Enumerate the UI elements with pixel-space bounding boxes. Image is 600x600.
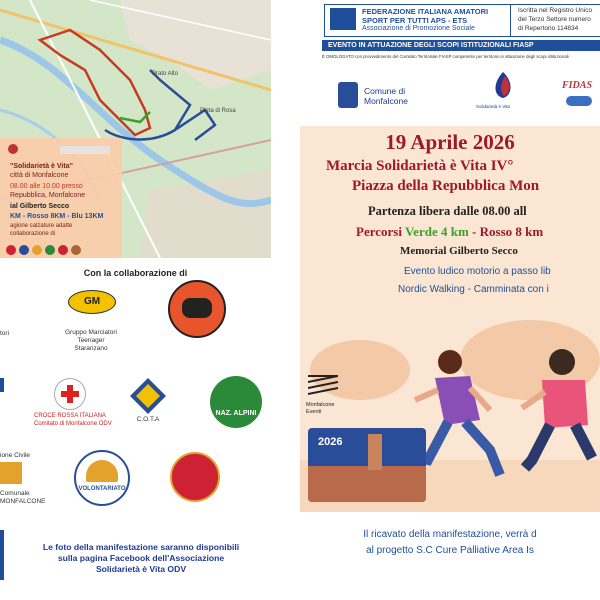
nordic-walking: Nordic Walking - Camminata con i	[398, 284, 549, 295]
comune-crest-icon	[338, 82, 358, 108]
fiasp-line-1: FEDERAZIONE ITALIANA AMATORI	[362, 7, 489, 16]
fiasp-line-3: Associazione di Promozione Sociale	[362, 25, 475, 32]
cota-logo	[128, 376, 168, 416]
proceeds-line-1: Il ricavato della manifestazione, verrà d	[363, 529, 537, 540]
event-name: Marcia Solidarietà è Vita IV°	[326, 158, 514, 174]
civic-badge-logo	[170, 452, 220, 502]
event-description: Evento ludico motorio a passo lib	[404, 266, 551, 277]
volontariato-logo: VOLONTARIATO	[74, 450, 130, 506]
card-line-4: Repubblica, Monfalcone	[10, 192, 86, 199]
card-line-2: città di Monfalcone	[10, 172, 69, 179]
card-line-6: KM - Rosso 8KM - Blu 13KM	[10, 213, 104, 220]
omologato-text: È OMOLOGATO con provvedimento del Comitato Territoriale FIASP competente per territorio in attuazione degli scopi istituzionali	[322, 54, 569, 59]
fidas-logo: FIDAS	[562, 80, 598, 110]
routes-line	[356, 224, 543, 240]
card-logo-row	[6, 242, 116, 252]
comunale-caption: Comunale MONFALCONE	[0, 490, 46, 505]
card-line-3: 08.00 alle 10.00 presso	[10, 183, 83, 190]
staranzano-bucks-logo	[168, 280, 226, 338]
reg-line-1: Iscritta nel Registro Unico	[518, 7, 593, 14]
map-label-1: Prato Alto	[152, 71, 179, 77]
year-card	[308, 428, 426, 502]
monfalcone-eventi-label: Monfalcone Eventi	[306, 402, 335, 415]
red-cross-logo	[54, 378, 86, 410]
collaboration-title: Con la collaborazione di	[83, 268, 188, 278]
start-time: Partenza libera dalle 08.00 all	[368, 204, 527, 218]
monfalcone-eventi-logo	[308, 372, 338, 398]
map-label-2: Pieta di Rosa	[200, 108, 236, 114]
memorial: Memorial Gilberto Secco	[400, 245, 518, 257]
fiasp-line-2: SPORT PER TUTTI APS - ETS	[362, 16, 468, 25]
right-panel	[300, 0, 600, 512]
route-map	[0, 0, 271, 258]
card-line-8: collaborazione di	[10, 231, 56, 237]
route-green: Verde 4 km	[404, 224, 469, 239]
footer-line-3: Solidarietà è Vita ODV	[95, 564, 187, 574]
left-panel	[0, 0, 271, 600]
card-line-1: "Solidarietà è Vita"	[10, 163, 73, 170]
route-sep: -	[468, 224, 480, 239]
heart-icon	[8, 144, 18, 154]
org-caption-gm: Gruppo Marciatori Teenager Staranzano	[64, 329, 118, 352]
red-cross-caption: CROCE ROSSA ITALIANA Comitato di Monfalcone ODV	[34, 413, 112, 427]
route-info-card	[0, 138, 122, 258]
fiasp-header	[300, 0, 600, 66]
event-date: 19 Aprile 2026	[385, 130, 515, 154]
route-red: Rosso 8 km	[479, 224, 544, 239]
sponsor-logo	[60, 146, 110, 154]
solidarieta-caption: Solidarietà è Vita	[476, 104, 510, 109]
reg-line-2: del Terzo Settore numero	[518, 16, 591, 23]
partial-left-edge	[0, 530, 4, 580]
year-card-year: 2026	[318, 436, 343, 448]
partial-logo-left	[0, 378, 4, 392]
protezione-civile-logo	[0, 462, 22, 484]
solidarieta-flame-logo	[490, 70, 516, 100]
gm-teenager-logo: GM	[68, 290, 116, 314]
bucks-mascot-icon	[182, 298, 212, 318]
comune-name: Comune di Monfalcone	[364, 86, 408, 106]
event-location: Piazza della Repubblica Mon	[352, 178, 540, 194]
card-line-5: ial Gilberto Secco	[10, 203, 70, 210]
photos-footer	[10, 542, 271, 575]
org-caption-0: tori	[0, 330, 10, 337]
routes-prefix: Percorsi	[356, 224, 405, 239]
card-line-7: agione calzature adatte	[10, 223, 73, 229]
fiasp-logo	[330, 8, 356, 30]
alpini-logo: NAZ. ALPINI	[210, 376, 262, 428]
footer-line-2: sulla pagina Facebook dell'Associazione	[57, 553, 225, 563]
fiasp-event-bar: EVENTO IN ATTUAZIONE DEGLI SCOPI ISTITUZIONALI FIASP	[322, 40, 600, 51]
reg-line-3: di Repertorio 114834	[518, 25, 579, 32]
header-divider	[510, 4, 511, 37]
cota-caption: C.O.T.A	[136, 416, 160, 423]
proceeds-line-2: al progetto S.C Cure Palliative Area Is	[366, 545, 534, 556]
protezione-caption: ione Civile	[0, 452, 30, 459]
footer-line-1: Le foto della manifestazione saranno disponibili	[42, 542, 240, 552]
